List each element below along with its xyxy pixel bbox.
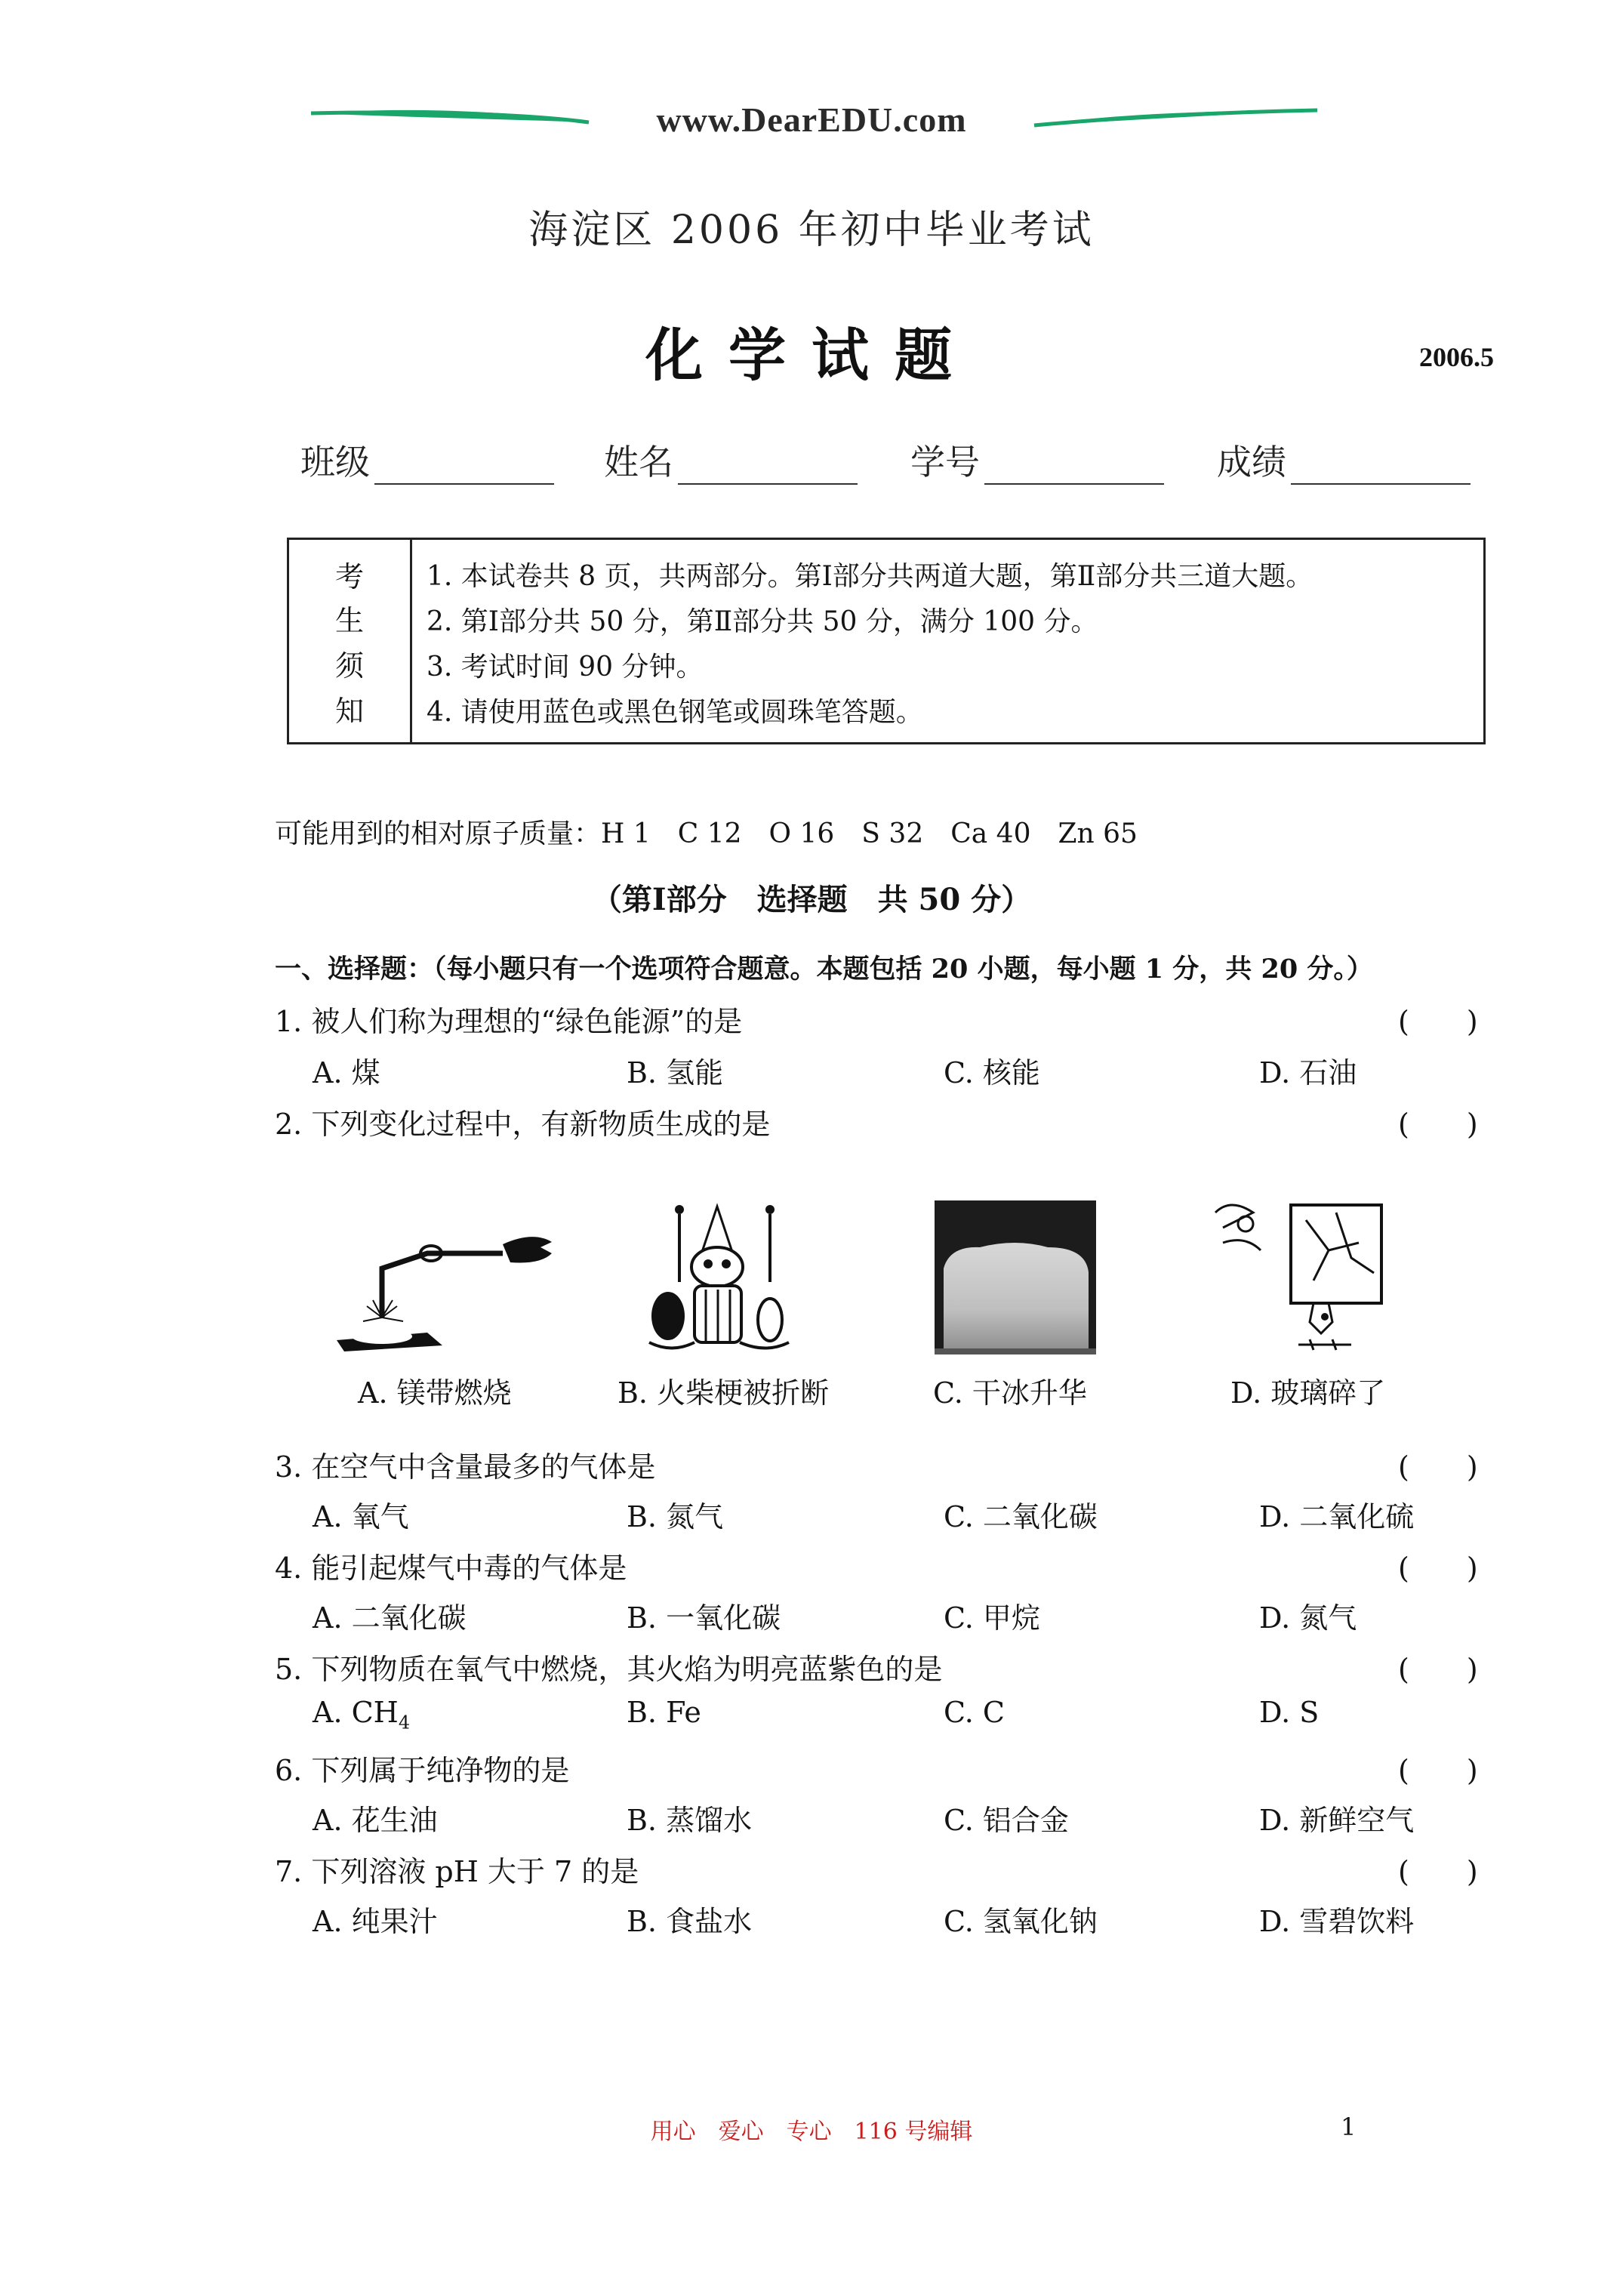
q1-option-b[interactable]: B. 氢能 xyxy=(627,1056,724,1089)
score-blank[interactable] xyxy=(1291,448,1471,485)
page-number: 1 xyxy=(1341,2113,1357,2141)
q4-option-a[interactable]: A. 二氧化碳 xyxy=(313,1601,467,1635)
answer-bracket-6[interactable]: ( ) xyxy=(1398,1754,1478,1787)
class-field[interactable]: 班级 xyxy=(300,435,554,485)
q7-option-c[interactable]: C. 氢氧化钠 xyxy=(944,1905,1098,1938)
question-1-stem: 1. 被人们称为理想的“绿色能源”的是 xyxy=(275,1005,743,1038)
q5-option-d[interactable]: D. S xyxy=(1259,1696,1320,1729)
question-4-stem: 4. 能引起煤气中毒的气体是 xyxy=(275,1552,627,1585)
answer-bracket-3[interactable]: ( ) xyxy=(1398,1450,1478,1484)
q6-option-c[interactable]: C. 铝合金 xyxy=(944,1804,1069,1837)
q4-option-b[interactable]: B. 一氧化碳 xyxy=(627,1601,781,1635)
notice-item: 3. 考试时间 90 分钟。 xyxy=(427,652,704,683)
student-id-blank[interactable] xyxy=(984,448,1164,485)
q3-option-d[interactable]: D. 二氧化硫 xyxy=(1259,1500,1415,1533)
q5-option-b[interactable]: B. Fe xyxy=(627,1696,701,1729)
part1-heading: （第Ⅰ部分 选择题 共 50 分） xyxy=(591,882,1032,917)
q6-option-b[interactable]: B. 蒸馏水 xyxy=(627,1804,753,1837)
q3-option-c[interactable]: C. 二氧化碳 xyxy=(944,1500,1098,1533)
q1-option-d[interactable]: D. 石油 xyxy=(1259,1056,1357,1089)
question-3-stem: 3. 在空气中含量最多的气体是 xyxy=(275,1450,656,1484)
question-6-stem: 6. 下列属于纯净物的是 xyxy=(275,1754,570,1787)
q3-option-b[interactable]: B. 氮气 xyxy=(627,1500,724,1533)
q6-option-a[interactable]: A. 花生油 xyxy=(313,1804,438,1837)
student-id-field[interactable]: 学号 xyxy=(910,435,1164,485)
dry-ice-photo-icon xyxy=(935,1200,1096,1354)
q6-option-d[interactable]: D. 新鲜空气 xyxy=(1259,1804,1415,1837)
q2-option-c[interactable]: C. 干冰升华 xyxy=(933,1376,1087,1410)
q1-option-c[interactable]: C. 核能 xyxy=(944,1056,1040,1089)
q4-option-c[interactable]: C. 甲烷 xyxy=(944,1601,1040,1635)
broken-match-cartoon-icon xyxy=(634,1191,800,1358)
question-2-stem: 2. 下列变化过程中，有新物质生成的是 xyxy=(275,1108,771,1141)
subject-title: 化学试题 xyxy=(645,322,978,389)
broken-glass-cartoon-icon xyxy=(1200,1190,1404,1359)
q7-option-d[interactable]: D. 雪碧饮料 xyxy=(1259,1905,1415,1938)
notice-item: 4. 请使用蓝色或黑色钢笔或圆珠笔答题。 xyxy=(427,697,923,728)
question-7-stem: 7. 下列溶液 pH 大于 7 的是 xyxy=(275,1855,639,1888)
answer-bracket-2[interactable]: ( ) xyxy=(1398,1108,1478,1141)
exam-date: 2006.5 xyxy=(1419,342,1494,372)
atomic-mass-line: 可能用到的相对原子质量：H 1 C 12 O 16 S 32 Ca 40 Zn 65 xyxy=(275,818,1138,849)
notice-item: 1. 本试卷共 8 页，共两部分。第Ⅰ部分共两道大题，第Ⅱ部分共三道大题。 xyxy=(427,561,1313,592)
q5-option-a[interactable]: A. $CH_4$ xyxy=(313,1696,411,1734)
notice-item: 2. 第Ⅰ部分共 50 分，第Ⅱ部分共 50 分，满分 100 分。 xyxy=(427,606,1098,637)
exam-title: 海淀区 2006 年初中毕业考试 xyxy=(528,208,1095,253)
q5-option-c[interactable]: C. C xyxy=(944,1696,1005,1729)
q1-option-a[interactable]: A. 煤 xyxy=(313,1056,380,1089)
q7-option-b[interactable]: B. 食盐水 xyxy=(627,1905,753,1938)
answer-bracket-4[interactable]: ( ) xyxy=(1398,1552,1478,1585)
answer-bracket-1[interactable]: ( ) xyxy=(1398,1005,1478,1038)
name-field[interactable]: 姓名 xyxy=(604,435,858,485)
q7-option-a[interactable]: A. 纯果汁 xyxy=(313,1905,438,1938)
site-url[interactable]: www.DearEDU.com xyxy=(656,100,967,139)
question-5-stem: 5. 下列物质在氧气中燃烧，其火焰为明亮蓝紫色的是 xyxy=(275,1653,943,1686)
score-field[interactable]: 成绩 xyxy=(1217,435,1471,485)
answer-bracket-5[interactable]: ( ) xyxy=(1398,1653,1478,1686)
q2-option-d[interactable]: D. 玻璃碎了 xyxy=(1230,1376,1386,1410)
notice-box xyxy=(287,538,1486,744)
footer-text: 用心 爱心 专心 116 号编辑 xyxy=(650,2119,973,2145)
answer-bracket-7[interactable]: ( ) xyxy=(1398,1855,1478,1888)
name-blank[interactable] xyxy=(678,448,858,485)
q2-option-a[interactable]: A. 镁带燃烧 xyxy=(358,1376,512,1410)
q3-option-a[interactable]: A. 氧气 xyxy=(313,1500,409,1533)
q2-option-b[interactable]: B. 火柴梗被折断 xyxy=(617,1376,830,1410)
class-blank[interactable] xyxy=(374,448,554,485)
magnesium-burning-icon xyxy=(314,1200,556,1351)
notice-label: 考 生 须 知 xyxy=(289,540,412,742)
q4-option-d[interactable]: D. 氮气 xyxy=(1259,1601,1357,1635)
section1-heading: 一、选择题：（每小题只有一个选项符合题意。本题包括 20 小题，每小题 1 分，共 20 分。） xyxy=(275,954,1373,985)
